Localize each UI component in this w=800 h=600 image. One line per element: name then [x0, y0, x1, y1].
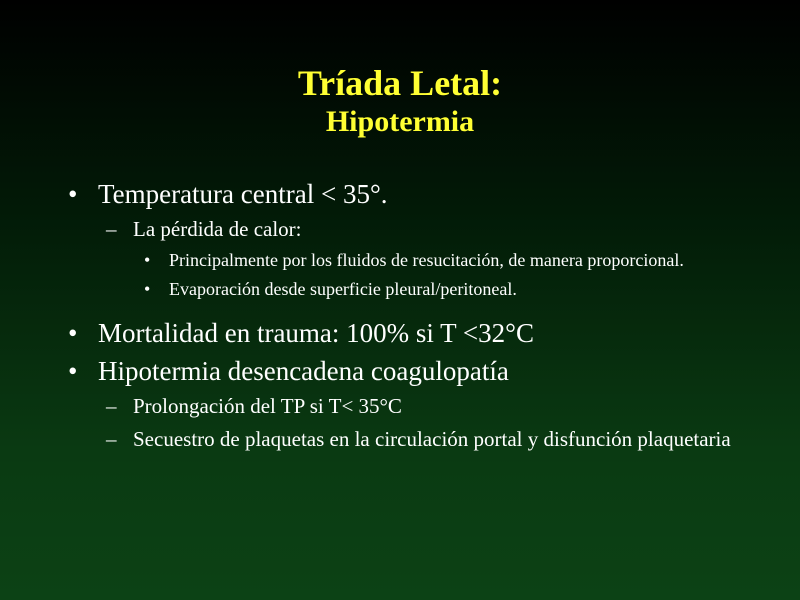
sub-bullet-item: [0, 426, 800, 453]
sub-bullet-text: Prolongación del TP si T< 35°C: [133, 394, 402, 418]
bullet-marker: •: [144, 250, 151, 270]
sub-bullet-text: La pérdida de calor:: [133, 217, 302, 241]
sub-sub-bullet-item: [0, 249, 800, 272]
title-line-1: Tríada Letal:: [297, 63, 503, 103]
bullet-text: Mortalidad en trauma: 100% si T <32°C: [98, 318, 534, 348]
dash-marker: –: [106, 394, 117, 418]
sub-sub-bullet-item: [0, 278, 800, 301]
bullet-marker: •: [68, 318, 78, 348]
bullet-text: Hipotermia desencadena coagulopatía: [98, 356, 509, 386]
bullet-item: [0, 317, 800, 349]
bullet-marker: •: [68, 356, 78, 386]
bullet-list: [0, 178, 800, 459]
dash-marker: –: [106, 427, 117, 451]
bullet-item: [0, 355, 800, 387]
dash-marker: –: [106, 217, 117, 241]
bullet-marker: •: [144, 279, 151, 299]
bullet-text: Temperatura central < 35°.: [98, 179, 388, 209]
sub-bullet-item: [0, 216, 800, 243]
bullet-marker: •: [68, 179, 78, 209]
sub-sub-bullet-text: Evaporación desde superficie pleural/peritoneal.: [169, 279, 517, 299]
bullet-item: [0, 178, 800, 210]
slide-title: [0, 62, 800, 140]
title-line-2: Hipotermia: [325, 105, 475, 138]
sub-sub-bullet-text: Principalmente por los fluidos de resucitación, de manera proporcional.: [169, 250, 684, 270]
sub-bullet-item: [0, 393, 800, 420]
sub-bullet-text: Secuestro de plaquetas en la circulación portal y disfunción plaquetaria: [133, 427, 731, 451]
